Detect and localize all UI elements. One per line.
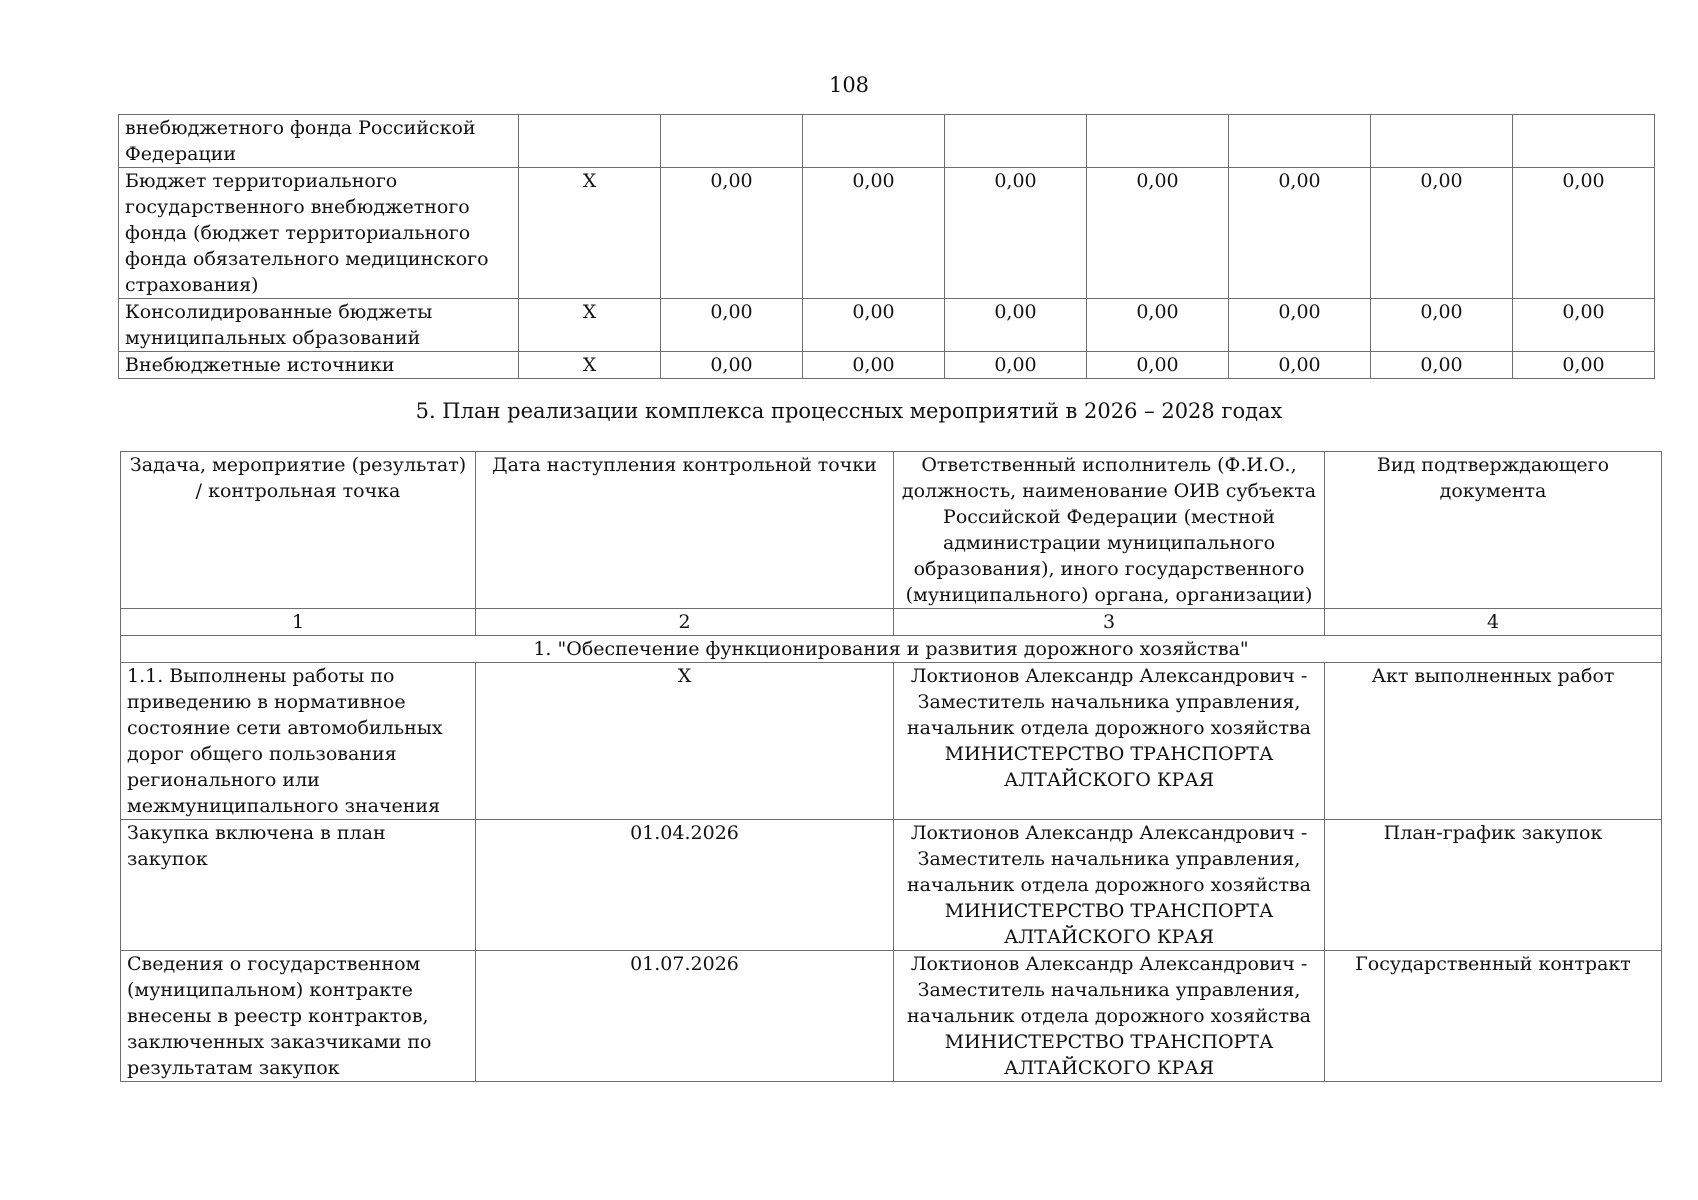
executor-cell: Локтионов Александр Александрович - Заместитель начальника управления, начальник отдела дорожного хозяйства МИНИСТЕРСТВО ТРАНСПОРТА АЛТАЙСКОГО КРАЯ xyxy=(894,951,1325,1082)
plan-table xyxy=(120,451,1662,1082)
source-name: внебюджетного фонда Российской Федерации xyxy=(119,115,519,168)
value-cell: 0,00 xyxy=(1229,299,1371,352)
group-row xyxy=(121,636,1662,663)
column-number-row xyxy=(121,609,1662,636)
document-cell: Государственный контракт xyxy=(1325,951,1662,1082)
value-cell: 0,00 xyxy=(1229,352,1371,379)
table-row xyxy=(119,168,1655,299)
value-cell: 0,00 xyxy=(945,168,1087,299)
document-cell: Акт выполненных работ xyxy=(1325,663,1662,820)
value-cell: 0,00 xyxy=(1371,299,1513,352)
marker-cell: X xyxy=(519,299,661,352)
header-executor: Ответственный исполнитель (Ф.И.О., должность, наименование ОИВ субъекта Российской Федерации (местной администрации муниципального образования), иного государственного (муниципального) органа, организации) xyxy=(894,452,1325,609)
document-cell: План-график закупок xyxy=(1325,820,1662,951)
value-cell xyxy=(803,115,945,168)
value-cell: 0,00 xyxy=(803,168,945,299)
value-cell: 0,00 xyxy=(1087,168,1229,299)
column-number: 3 xyxy=(894,609,1325,636)
source-name: Консолидированные бюджеты муниципальных образований xyxy=(119,299,519,352)
executor-cell: Локтионов Александр Александрович - Заместитель начальника управления, начальник отдела дорожного хозяйства МИНИСТЕРСТВО ТРАНСПОРТА АЛТАЙСКОГО КРАЯ xyxy=(894,663,1325,820)
header-row xyxy=(121,452,1662,609)
task-cell: 1.1. Выполнены работы по приведению в нормативное состояние сети автомобильных дорог общего пользования регионального или межмуниципального значения xyxy=(121,663,476,820)
source-name: Бюджет территориального государственного внебюджетного фонда (бюджет территориального фонда обязательного медицинского страхования) xyxy=(119,168,519,299)
header-document: Вид подтверждающего документа xyxy=(1325,452,1662,609)
value-cell: 0,00 xyxy=(1087,352,1229,379)
value-cell: 0,00 xyxy=(803,299,945,352)
page-number: 108 xyxy=(828,73,870,97)
date-cell: 01.07.2026 xyxy=(476,951,894,1082)
task-cell: Сведения о государственном (муниципальном) контракте внесены в реестр контрактов, заключенных заказчиками по результатам закупок xyxy=(121,951,476,1082)
value-cell xyxy=(661,115,803,168)
group-title: 1. "Обеспечение функционирования и развития дорожного хозяйства" xyxy=(121,636,1662,663)
value-cell: 0,00 xyxy=(1087,299,1229,352)
executor-cell: Локтионов Александр Александрович - Заместитель начальника управления, начальник отдела дорожного хозяйства МИНИСТЕРСТВО ТРАНСПОРТА АЛТАЙСКОГО КРАЯ xyxy=(894,820,1325,951)
finance-sources-table xyxy=(118,114,1655,379)
task-cell: Закупка включена в план закупок xyxy=(121,820,476,951)
table-row xyxy=(119,115,1655,168)
date-cell: 01.04.2026 xyxy=(476,820,894,951)
date-cell: X xyxy=(476,663,894,820)
table-row xyxy=(119,352,1655,379)
marker-cell xyxy=(519,115,661,168)
column-number: 1 xyxy=(121,609,476,636)
value-cell xyxy=(945,115,1087,168)
value-cell: 0,00 xyxy=(945,299,1087,352)
value-cell: 0,00 xyxy=(661,352,803,379)
source-name: Внебюджетные источники xyxy=(119,352,519,379)
column-number: 2 xyxy=(476,609,894,636)
column-number: 4 xyxy=(1325,609,1662,636)
value-cell xyxy=(1371,115,1513,168)
value-cell: 0,00 xyxy=(803,352,945,379)
table-row xyxy=(121,820,1662,951)
value-cell: 0,00 xyxy=(1371,168,1513,299)
value-cell: 0,00 xyxy=(1229,168,1371,299)
table-row xyxy=(121,951,1662,1082)
table-row xyxy=(119,299,1655,352)
section-title: 5. План реализации комплекса процессных мероприятий в 2026 – 2028 годах xyxy=(415,399,1283,423)
marker-cell: X xyxy=(519,168,661,299)
value-cell: 0,00 xyxy=(661,168,803,299)
table-row xyxy=(121,663,1662,820)
value-cell xyxy=(1229,115,1371,168)
value-cell xyxy=(1513,115,1655,168)
value-cell: 0,00 xyxy=(1513,299,1655,352)
header-date: Дата наступления контрольной точки xyxy=(476,452,894,609)
marker-cell: X xyxy=(519,352,661,379)
value-cell: 0,00 xyxy=(1513,168,1655,299)
value-cell: 0,00 xyxy=(1513,352,1655,379)
value-cell: 0,00 xyxy=(1371,352,1513,379)
value-cell xyxy=(1087,115,1229,168)
value-cell: 0,00 xyxy=(661,299,803,352)
header-task: Задача, мероприятие (результат) / контрольная точка xyxy=(121,452,476,609)
value-cell: 0,00 xyxy=(945,352,1087,379)
